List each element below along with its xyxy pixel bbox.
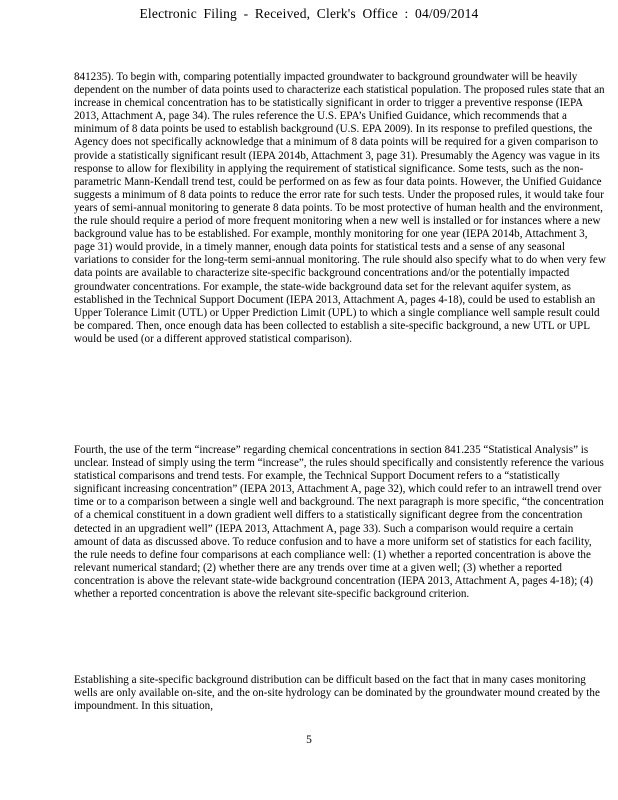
body-paragraph-statistical-data-points: 841235). To begin with, comparing potentially impacted groundwater to background groundwater will be heavily dependent on the number of data points used to characterize each statistical population. The proposed rules state that an increase in chemical concentration has to be statistically significant in order to trigger a preventive response (IEPA 2013, Attachment A, page 34). The rules reference the U.S. EPA’s Unified Guidance, which recommends that a minimum of 8 data points be used to establish background (U.S. EPA 2009). In its response to prefiled questions, the Agency does not specifically acknowledge that a minimum of 8 data points will be required for a given comparison to provide a statistically significant result (IEPA 2014b, Attachment 3, page 31). Presumably the Agency was vague in its response to allow for flexibility in applying the requirement of statistical significance. Some tests, such as the non-parametric Mann-Kendall trend test, could be performed on as few as four data points. However, the Unified Guidance suggests a minimum of 8 data points to reduce the error rate for such tests. Under the proposed rules, it would take four years of semi-annual monitoring to generate 8 data points. To be most protective of human health and the environment, the rule should require a period of more frequent monitoring when a new well is installed or for instances where a new background value has to be established. For example, monthly monitoring for one year (IEPA 2014b, Attachment 3, page 31) would provide, in a timely manner, enough data points for statistical tests and a sense of any seasonal variations to consider for the long-term semi-annual monitoring. The rule should also specify what to do when very few data points are available to characterize site-specific background concentrations and/or the potentially impacted groundwater concentrations. For example, the state-wide background data set for the relevant aquifer system, as established in the Technical Support Document (IEPA 2013, Attachment A, pages 4-18), could be used to establish an Upper Tolerance Limit (UTL) or Upper Prediction Limit (UPL) to which a single compliance well sample result could be compared. Then, once enough data has been collected to establish a site-specific background, a new UTL or UPL would be used (or a different approved statistical comparison).	[74, 71, 606, 345]
body-paragraph-term-increase: Fourth, the use of the term “increase” regarding chemical concentrations in section 841.235 “Statistical Analysis” is unclear. Instead of simply using the term “increase”, the rules should specifically and consistently reference the various statistical comparisons and trend tests. For example, the Technical Support Document refers to a “statistically significant increasing concentration” (IEPA 2013, Attachment A, page 32), which could refer to an intrawell trend over time or to a comparison between a single well and background. The next paragraph is more specific, “the concentration of a chemical constituent in a down gradient well differs to a statistically significant degree from the concentration detected in an upgradient well” (IEPA 2013, Attachment A, page 33). Such a comparison would require a certain amount of data as discussed above. To reduce confusion and to have a more uniform set of statistics for each facility, the rule needs to define four comparisons at each compliance well: (1) whether a reported concentration is above the relevant numerical standard; (2) whether there are any trends over time at a given well; (3) whether a reported concentration is above the relevant state-wide background concentration (IEPA 2013, Attachment A, pages 4-18); (4) whether a reported concentration is above the relevant site-specific background criterion.	[74, 444, 604, 601]
page-number: 5	[306, 734, 312, 746]
filing-stamp-header: Electronic Filing - Received, Clerk's Office : 04/09/2014	[139, 6, 479, 21]
body-paragraph-site-specific-background: Establishing a site-specific background distribution can be difficult based on the fact that in many cases monitoring wells are only available on-site, and the on-site hydrology can be dominated by the groundwater mound created by the impoundment. In this situation,	[74, 674, 600, 713]
